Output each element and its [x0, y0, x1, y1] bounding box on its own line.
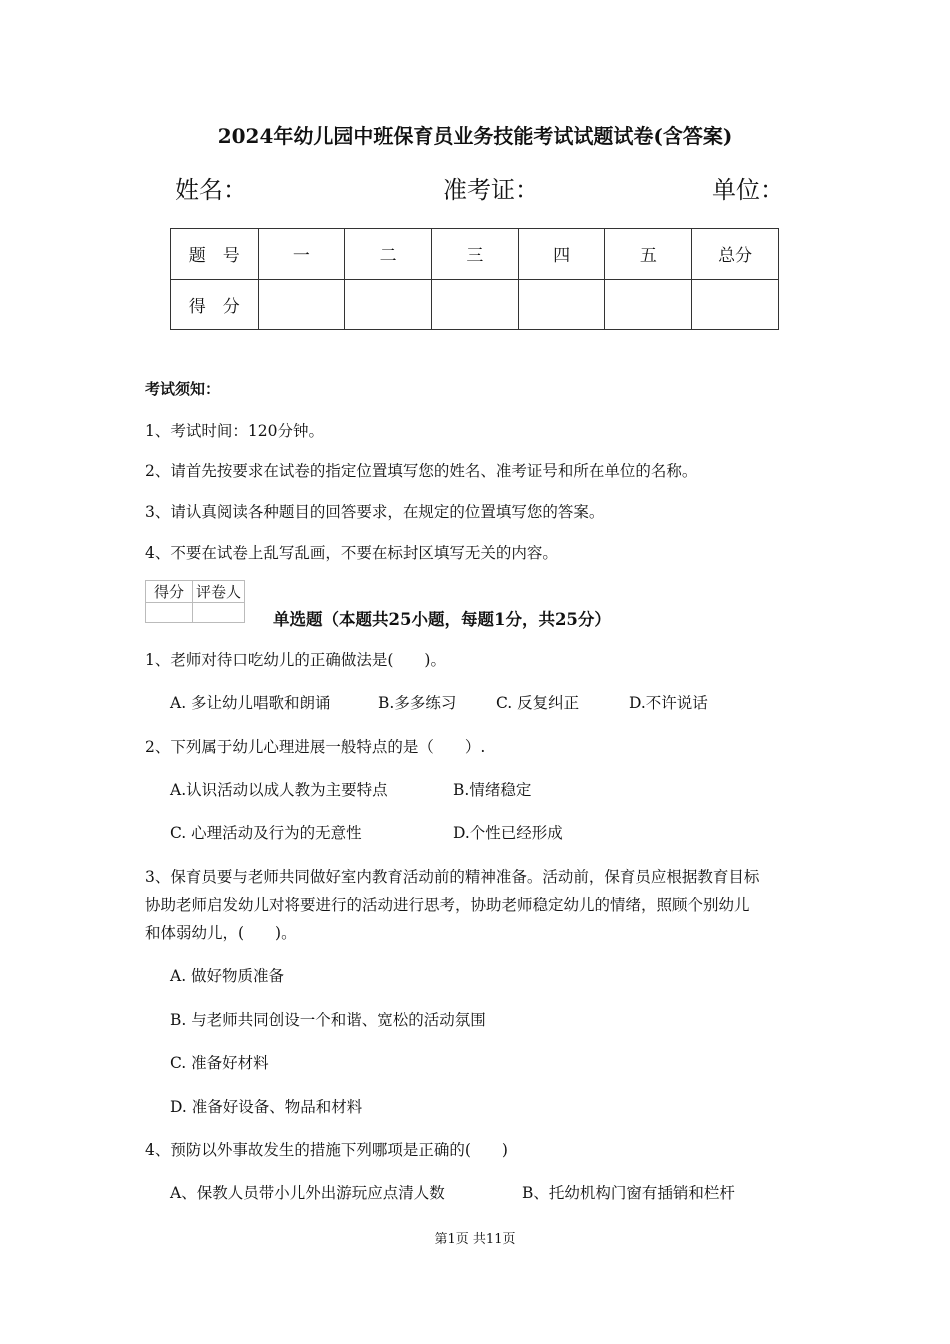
question-stem-line: 协助老师启发幼儿对将要进行的活动进行思考，协助老师稳定幼儿的情绪，照顾个别幼儿: [145, 896, 750, 914]
question-option: D. 准备好设备、物品和材料: [170, 1098, 363, 1116]
question-option: A.认识活动以成人教为主要特点: [170, 781, 388, 799]
score-header-cell: 题 号: [171, 229, 259, 280]
question-stem: 4、预防以外事故发生的措施下列哪项是正确的( ): [145, 1141, 508, 1159]
question-option: A. 做好物质准备: [170, 967, 285, 985]
question-stem-line: 和体弱幼儿，( )。: [145, 924, 297, 942]
score-header-cell: 一: [258, 229, 345, 280]
notice-item: 1、考试时间：120分钟。: [145, 422, 324, 440]
score-header-cell: 三: [432, 229, 519, 280]
unit-field-label: 单位：: [712, 176, 784, 204]
grader-reviewer-cell[interactable]: [193, 603, 245, 623]
section-title: 单选题（本题共25小题，每题1分，共25分）: [273, 610, 611, 629]
question-option: A、保教人员带小儿外出游玩应点清人数: [170, 1184, 445, 1202]
question-option: B.情绪稳定: [453, 781, 532, 799]
score-table-score-row: [171, 279, 779, 330]
question-stem: 2、下列属于幼儿心理进展一般特点的是（ ）.: [145, 738, 486, 756]
score-header-cell: 二: [345, 229, 432, 280]
question-option: C. 反复纠正: [496, 694, 580, 712]
notice-heading: 考试须知：: [145, 380, 221, 398]
score-input-cell[interactable]: [605, 279, 692, 330]
question-option: C. 准备好材料: [170, 1054, 269, 1072]
question-option: A. 多让幼儿唱歌和朗诵: [170, 694, 331, 712]
grader-score-label: 得分: [146, 581, 193, 603]
score-header-cell: 五: [605, 229, 692, 280]
grader-box: [145, 580, 245, 623]
grader-score-cell[interactable]: [146, 603, 193, 623]
question-stem-line: 3、保育员要与老师共同做好室内教育活动前的精神准备。活动前，保育员应根据教育目标: [145, 868, 760, 886]
question-stem: 1、老师对待口吃幼儿的正确做法是( )。: [145, 651, 446, 669]
notice-item: 2、请首先按要求在试卷的指定位置填写您的姓名、准考证号和所在单位的名称。: [145, 462, 698, 480]
question-option: D.个性已经形成: [453, 824, 563, 842]
score-table-header-row: [171, 229, 779, 280]
score-input-cell[interactable]: [692, 279, 779, 330]
name-field-label: 姓名：: [175, 176, 247, 204]
question-option: B.多多练习: [378, 694, 457, 712]
question-option: B、托幼机构门窗有插销和栏杆: [522, 1184, 735, 1202]
question-option: D.不许说话: [629, 694, 708, 712]
page-footer: 第1页 共11页: [434, 1232, 516, 1247]
notice-item: 4、不要在试卷上乱写乱画，不要在标封区填写无关的内容。: [145, 544, 558, 562]
score-row-label: 得 分: [171, 279, 259, 330]
grader-reviewer-label: 评卷人: [193, 581, 245, 603]
score-input-cell[interactable]: [432, 279, 519, 330]
question-option: C. 心理活动及行为的无意性: [170, 824, 362, 842]
score-input-cell[interactable]: [518, 279, 605, 330]
score-input-cell[interactable]: [345, 279, 432, 330]
score-header-cell: 四: [518, 229, 605, 280]
exam-id-field-label: 准考证：: [443, 176, 539, 204]
document-title: 2024年幼儿园中班保育员业务技能考试试题试卷(含答案): [217, 124, 733, 148]
score-input-cell[interactable]: [258, 279, 345, 330]
notice-item: 3、请认真阅读各种题目的回答要求，在规定的位置填写您的答案。: [145, 503, 605, 521]
question-option: B. 与老师共同创设一个和谐、宽松的活动氛围: [170, 1011, 486, 1029]
score-table: [170, 228, 779, 330]
score-header-cell: 总分: [692, 229, 779, 280]
